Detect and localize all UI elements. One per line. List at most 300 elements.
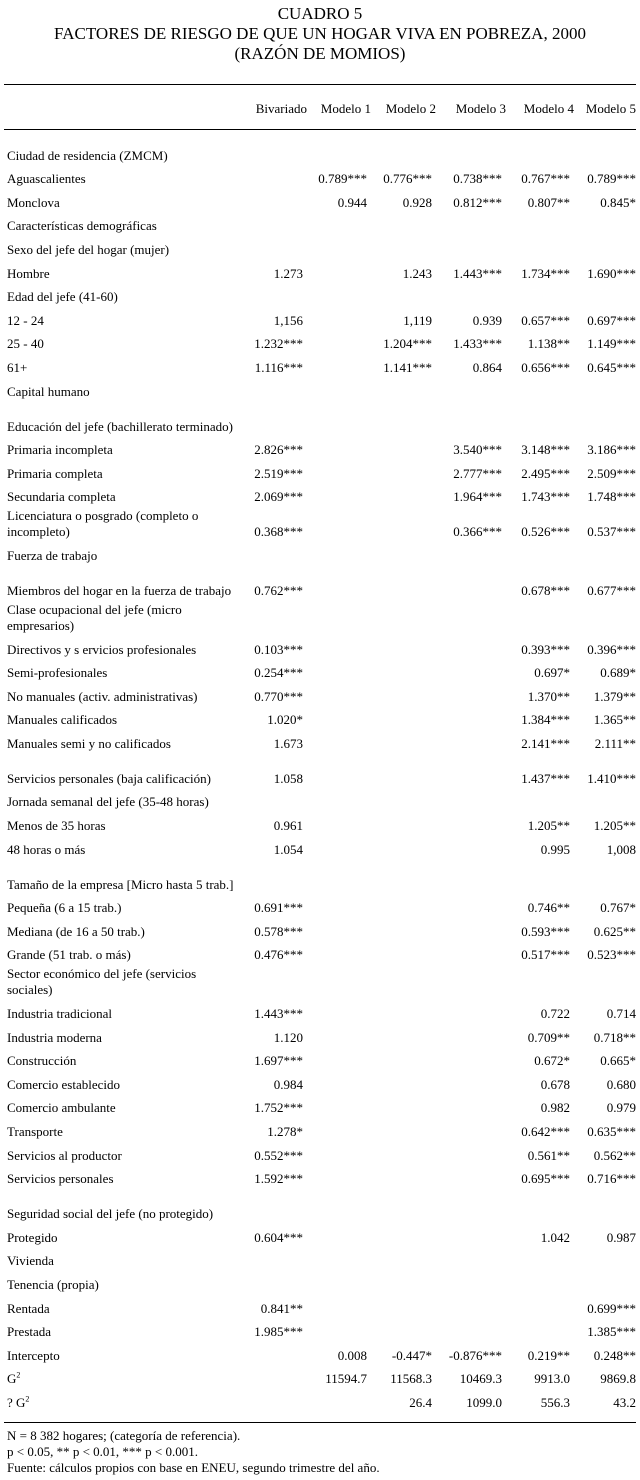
row-label-text: Comercio ambulante [7, 1100, 116, 1116]
table-row [0, 540, 640, 564]
cell-value: 0.864 [472, 359, 502, 375]
row-label [0, 505, 239, 540]
cell-value [307, 1246, 371, 1270]
cell-value [574, 211, 640, 235]
cell-value [436, 1069, 506, 1093]
cell-value [574, 858, 640, 893]
top-rule [4, 84, 636, 85]
cell-value: 0.767*** [521, 171, 570, 187]
cell-value: -0.876*** [448, 1347, 502, 1363]
note-line: p < 0.05, ** p < 0.01, *** p < 0.001. [7, 1444, 198, 1459]
column-header: Modelo 5 [585, 101, 636, 116]
row-label-text: Construcción [7, 1053, 77, 1069]
cell-value [574, 376, 640, 400]
cell-value: 1.985*** [254, 1324, 303, 1340]
table-row [0, 834, 640, 858]
row-label-text: Sexo del jefe del hogar (mujer) [7, 241, 170, 257]
row-label [0, 352, 239, 376]
row-label [0, 400, 239, 435]
row-label [0, 164, 239, 188]
cell-value [307, 658, 371, 682]
cell-value [574, 1246, 640, 1270]
cell-value: 0.604*** [254, 1229, 303, 1245]
note-line: N = 8 382 hogares; (categoría de referencia). [7, 1428, 241, 1443]
column-header: Bivariado [255, 101, 307, 116]
row-label-text: Aguascalientes [7, 171, 86, 187]
cell-value [436, 916, 506, 940]
cell-value: 0.537*** [587, 524, 636, 540]
row-label-text: Manuales semi y no calificados [7, 735, 171, 751]
cell-value: 1.385*** [587, 1324, 636, 1340]
cell-value: 0.709** [527, 1029, 570, 1045]
cell-value [307, 787, 371, 811]
table-row [0, 1387, 640, 1411]
cell-value [574, 963, 640, 998]
row-label [0, 963, 239, 998]
cell-value [436, 400, 506, 435]
cell-value [371, 482, 436, 506]
cell-value: 0.979 [606, 1100, 636, 1116]
cell-value: 0.578*** [254, 923, 303, 939]
cell-value: 1.205** [527, 818, 570, 834]
cell-value [307, 1222, 371, 1246]
cell-value [239, 858, 307, 893]
cell-value [307, 1093, 371, 1117]
cell-value: -0.447* [391, 1347, 432, 1363]
table-row [0, 164, 640, 188]
table-row [0, 1222, 640, 1246]
cell-value: 1.697*** [254, 1053, 303, 1069]
cell-value: 0.807** [527, 194, 570, 210]
table-row [0, 352, 640, 376]
cell-value [371, 400, 436, 435]
table-row [0, 1022, 640, 1046]
cell-value: 0.695*** [521, 1171, 570, 1187]
cell-value [307, 505, 371, 540]
cell-value [371, 634, 436, 658]
table-row [0, 282, 640, 306]
cell-value: 1.379** [593, 688, 636, 704]
cell-value [506, 1187, 574, 1222]
table-row [0, 634, 640, 658]
cell-value [436, 1293, 506, 1317]
cell-value [239, 164, 307, 188]
cell-value [307, 1387, 371, 1411]
cell-value: 0.526*** [521, 524, 570, 540]
cell-value: 0.593*** [521, 923, 570, 939]
cell-value [371, 998, 436, 1022]
cell-value [436, 963, 506, 998]
row-label [0, 810, 239, 834]
cell-value: 0.366*** [453, 524, 502, 540]
cell-value [307, 458, 371, 482]
cell-value [307, 893, 371, 917]
cell-value: 1.120 [273, 1029, 303, 1045]
table-row [0, 810, 640, 834]
cell-value: 0.984 [273, 1076, 303, 1092]
cell-value [239, 1246, 307, 1270]
table-row [0, 1046, 640, 1070]
row-label [0, 916, 239, 940]
cell-value: 0.812*** [453, 194, 502, 210]
cell-value: 1.243 [402, 265, 432, 281]
row-label-text: Grande (51 trab. o más) [7, 947, 131, 963]
table-row [0, 1140, 640, 1164]
cell-value: 1.690*** [587, 265, 636, 281]
cell-value: 0.635*** [587, 1124, 636, 1139]
row-label [0, 540, 239, 564]
cell-value: 556.3 [540, 1394, 570, 1410]
cell-value [371, 1116, 436, 1140]
cell-value: 0.716*** [587, 1171, 636, 1187]
cell-value [436, 564, 506, 599]
cell-value: 0.987 [606, 1229, 636, 1245]
cell-value [307, 810, 371, 834]
row-label-text: Primaria incompleta [7, 442, 113, 458]
cell-value: 0.995 [540, 841, 570, 857]
cell-value [307, 705, 371, 729]
cell-value [307, 258, 371, 282]
cell-value: 1.752*** [254, 1100, 303, 1116]
cell-value [436, 1140, 506, 1164]
column-header: Modelo 4 [523, 101, 574, 116]
cell-value [307, 1116, 371, 1140]
cell-value: 2.509*** [587, 465, 636, 481]
header-rule [4, 129, 636, 130]
row-label [0, 140, 239, 164]
table-row [0, 998, 640, 1022]
cell-value [371, 1022, 436, 1046]
row-label-text: No manuales (activ. administrativas) [7, 688, 198, 704]
row-label-text: 25 - 40 [7, 336, 44, 352]
cell-value [239, 1340, 307, 1364]
row-label-text: Hombre [7, 265, 50, 281]
cell-value [371, 893, 436, 917]
cell-value [371, 1187, 436, 1222]
row-label-text: Tenencia (propia) [7, 1276, 99, 1292]
cell-value: 0.517*** [521, 947, 570, 963]
cell-value: 1,156 [273, 312, 303, 328]
row-label [0, 728, 239, 752]
row-label [0, 1187, 239, 1222]
cell-value [371, 505, 436, 540]
cell-value: 1.743*** [521, 489, 570, 505]
cell-value: 1.042 [540, 1229, 570, 1245]
cell-value [574, 599, 640, 634]
superscript: 2 [25, 1394, 30, 1404]
cell-value [239, 1187, 307, 1222]
cell-value: 2.111** [594, 735, 636, 751]
cell-value [371, 1222, 436, 1246]
cell-value: 0.008 [337, 1347, 367, 1363]
row-label [0, 564, 239, 599]
table-row [0, 1093, 640, 1117]
cell-value: 0.476*** [254, 947, 303, 963]
cell-value: 0.789*** [318, 171, 367, 187]
cell-value [307, 435, 371, 459]
cell-value: 1.748*** [587, 489, 636, 505]
table-row [0, 329, 640, 353]
cell-value [436, 810, 506, 834]
cell-value: 1.204*** [383, 336, 432, 352]
cell-value [371, 681, 436, 705]
row-label [0, 1022, 239, 1046]
cell-value: 43.2 [613, 1394, 636, 1410]
note-line: Fuente: cálculos propios con base en ENEU, segundo trimestre del año. [7, 1460, 380, 1475]
cell-value [371, 1046, 436, 1070]
cell-value [436, 140, 506, 164]
cell-value [574, 1269, 640, 1293]
row-label [0, 376, 239, 400]
cell-value [506, 234, 574, 258]
cell-value [506, 282, 574, 306]
row-label-text: Características demográficas [7, 218, 157, 234]
cell-value: 0.561** [527, 1147, 570, 1163]
cell-value [307, 1046, 371, 1070]
cell-value [371, 1269, 436, 1293]
row-label [0, 1364, 239, 1388]
cell-value: 0.642*** [521, 1124, 570, 1139]
row-label [0, 705, 239, 729]
row-label [0, 752, 239, 787]
cell-value: 0.552*** [254, 1147, 303, 1163]
cell-value [436, 1187, 506, 1222]
row-label [0, 282, 239, 306]
cell-value [506, 1246, 574, 1270]
cell-value: 1.138** [527, 336, 570, 352]
cell-value: 0.845* [600, 194, 636, 210]
cell-value: 2.519*** [254, 465, 303, 481]
table-row [0, 258, 640, 282]
cell-value [371, 234, 436, 258]
cell-value: 0.770*** [254, 688, 303, 704]
cell-value [371, 705, 436, 729]
row-label-text: Intercepto [7, 1347, 60, 1363]
cell-value [307, 540, 371, 564]
cell-value: 0.672* [534, 1053, 570, 1069]
table-row [0, 234, 640, 258]
cell-value: 1.592*** [254, 1171, 303, 1187]
row-label-text: Seguridad social del jefe (no protegido) [7, 1206, 214, 1222]
table-row [0, 893, 640, 917]
title-line-3: (RAZÓN DE MOMIOS) [234, 44, 406, 63]
column-header-row [0, 101, 640, 121]
cell-value: 0.961 [273, 818, 303, 834]
table-row [0, 599, 640, 634]
cell-value [307, 329, 371, 353]
cell-value [574, 787, 640, 811]
cell-value [371, 1093, 436, 1117]
row-label [0, 1293, 239, 1317]
table-row [0, 211, 640, 235]
cell-value: 1.964*** [453, 489, 502, 505]
cell-value: 1099.0 [466, 1394, 502, 1410]
row-label-text: Servicios al productor [7, 1147, 122, 1163]
cell-value: 0.982 [540, 1100, 570, 1116]
cell-value [436, 834, 506, 858]
row-label-text: Edad del jefe (41-60) [7, 289, 118, 305]
cell-value: 1.149*** [587, 336, 636, 352]
cell-value: 0.718** [593, 1029, 636, 1045]
column-header: Modelo 3 [455, 101, 506, 116]
cell-value [506, 599, 574, 634]
cell-value [307, 211, 371, 235]
table-row [0, 728, 640, 752]
row-label-text: Secundaria completa [7, 489, 116, 505]
cell-value: 0.219** [527, 1347, 570, 1363]
cell-value [436, 1269, 506, 1293]
cell-value [239, 963, 307, 998]
cell-value [307, 1140, 371, 1164]
row-label-text: Industria tradicional [7, 1006, 113, 1022]
cell-value: 11594.7 [325, 1371, 367, 1387]
row-label-text: Comercio establecido [7, 1076, 120, 1092]
cell-value [436, 1164, 506, 1188]
cell-value [436, 681, 506, 705]
row-label-text: Vivienda [7, 1253, 54, 1269]
cell-value: 1,119 [403, 312, 432, 328]
cell-value [436, 1222, 506, 1246]
table-row [0, 940, 640, 964]
cell-value [307, 305, 371, 329]
row-label [0, 834, 239, 858]
cell-value [371, 834, 436, 858]
table-notes [7, 1428, 380, 1476]
row-label [0, 187, 239, 211]
row-label-text: Rentada [7, 1300, 50, 1316]
table-row [0, 787, 640, 811]
cell-value: 1.365** [593, 712, 636, 728]
cell-value [506, 1269, 574, 1293]
cell-value [371, 540, 436, 564]
cell-value [239, 400, 307, 435]
cell-value: 0.928 [402, 194, 432, 210]
cell-value [574, 400, 640, 435]
cell-value [307, 1022, 371, 1046]
cell-value: 0.939 [472, 312, 502, 328]
cell-value [436, 705, 506, 729]
bottom-rule [4, 1422, 636, 1423]
cell-value [371, 1140, 436, 1164]
table-row [0, 140, 640, 164]
cell-value: 0.396*** [587, 641, 636, 657]
table-title [0, 0, 640, 64]
row-label-text: Licenciatura o posgrado (completo o incompleto) [7, 508, 199, 540]
row-label-text: Monclova [7, 194, 60, 210]
cell-value [574, 234, 640, 258]
table-row [0, 858, 640, 893]
cell-value [307, 1164, 371, 1188]
cell-value [239, 599, 307, 634]
cell-value: 0.368*** [254, 524, 303, 540]
row-label-text: Fuerza de trabajo [7, 547, 98, 563]
cell-value [371, 1293, 436, 1317]
row-label [0, 940, 239, 964]
cell-value: 0.714 [606, 1006, 636, 1022]
cell-value [436, 858, 506, 893]
cell-value [506, 1317, 574, 1341]
cell-value [307, 599, 371, 634]
cell-value [506, 963, 574, 998]
cell-value [371, 564, 436, 599]
cell-value: 0.691*** [254, 900, 303, 916]
row-label [0, 787, 239, 811]
column-header: Modelo 2 [385, 101, 436, 116]
cell-value [371, 916, 436, 940]
row-label [0, 1246, 239, 1270]
cell-value [307, 140, 371, 164]
cell-value: 0.103*** [254, 641, 303, 657]
row-label [0, 599, 239, 634]
row-label [0, 1140, 239, 1164]
cell-value [436, 728, 506, 752]
cell-value [371, 752, 436, 787]
cell-value [307, 1269, 371, 1293]
row-label [0, 482, 239, 506]
row-label-text: Industria moderna [7, 1029, 102, 1045]
cell-value: 3.186*** [587, 442, 636, 458]
row-label [0, 1116, 239, 1140]
row-label [0, 1340, 239, 1364]
cell-value: 9913.0 [534, 1371, 570, 1387]
cell-value: 0.678*** [521, 582, 570, 598]
table-body [0, 140, 640, 1411]
table-row [0, 1364, 640, 1388]
row-label [0, 998, 239, 1022]
cell-value: 3.540*** [453, 442, 502, 458]
cell-value [239, 376, 307, 400]
cell-value: 0.841** [260, 1300, 303, 1316]
cell-value [239, 211, 307, 235]
cell-value: 0.746** [527, 900, 570, 916]
row-label-text: Tamaño de la empresa [Micro hasta 5 trab.] [7, 876, 234, 892]
table-row [0, 1269, 640, 1293]
cell-value: 11568.3 [390, 1371, 432, 1387]
cell-value [506, 140, 574, 164]
cell-value: 0.689* [600, 665, 636, 681]
row-label-text: Jornada semanal del jefe (35-48 horas) [7, 794, 209, 810]
table-row [0, 1293, 640, 1317]
cell-value [239, 282, 307, 306]
table-row [0, 376, 640, 400]
cell-value [506, 376, 574, 400]
cell-value [371, 211, 436, 235]
cell-value [239, 234, 307, 258]
row-label-text: 12 - 24 [7, 312, 44, 328]
cell-value: 1.734*** [521, 265, 570, 281]
row-label-text: Primaria completa [7, 465, 103, 481]
row-label-text: Protegido [7, 1229, 58, 1245]
table-row [0, 187, 640, 211]
table-row [0, 681, 640, 705]
row-label [0, 658, 239, 682]
cell-value: 0.767* [600, 900, 636, 916]
table-row [0, 400, 640, 435]
table-row [0, 1246, 640, 1270]
row-label-text: 48 horas o más [7, 841, 86, 857]
cell-value: 0.697*** [587, 312, 636, 328]
cell-value [506, 540, 574, 564]
cell-value: 0.393*** [521, 641, 570, 657]
cell-value: 1.673 [273, 735, 303, 751]
row-label [0, 893, 239, 917]
cell-value: 1.410*** [587, 770, 636, 786]
cell-value: 1.443*** [453, 265, 502, 281]
cell-value: 1.141*** [383, 359, 432, 375]
cell-value [371, 858, 436, 893]
cell-value: 0.248** [593, 1347, 636, 1363]
cell-value: 9869.8 [600, 1371, 636, 1387]
